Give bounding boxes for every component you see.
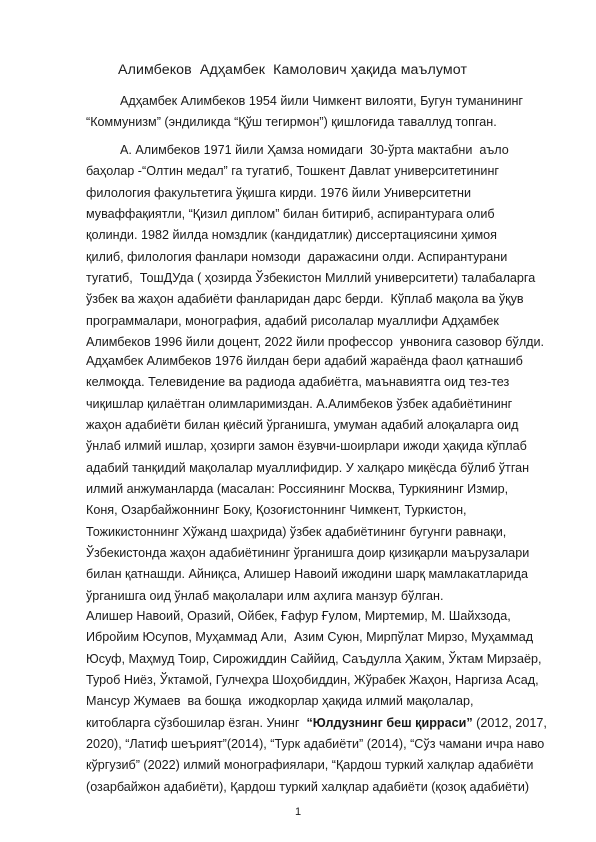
text-line: А. Алимбеков 1971 йили Ҳамза номидаги 30-ўрта мактабни аъло (120, 143, 509, 157)
text-line: чиқишлар қилаётган олимларимиздан. А.Алимбеков ўзбек адабиётининг (86, 396, 513, 411)
text-line: Туроб Ниёз, Ўктамой, Гулчеҳра Шоҳобиддин, Жўрабек Жаҳон, Наргиза Асад, (86, 673, 539, 688)
text-line: муваффақиятли, “Қизил диплом” билан битириб, аспирантурага олиб (86, 207, 495, 222)
text-line: Мансур Жумаев ва бошқа ижодкорлар ҳақида илмий мақолалар, (86, 694, 474, 709)
text-line: билан қатнашди. Айниқса, Алишер Навоий ижодини шарқ мамлакатларида (86, 567, 528, 582)
paragraph-activity (86, 351, 536, 607)
text-line: баҳолар -“Олтин медал” га тугатиб, Тошкент Давлат университетининг (86, 164, 500, 179)
paragraph-writers (86, 606, 547, 798)
text-line: келмоқда. Телевидение ва радиода адабиётга, маънавиятга оид тез-тез (86, 375, 510, 390)
text-line: Ўзбекистонда жаҳон адабиётининг ўрганишга доир қизиқарли маърузалари (86, 546, 530, 561)
text-line-mixed (86, 713, 547, 734)
text-line: Ибройим Юсупов, Муҳаммад Али, Азим Суюн, Мирпўлат Мирзо, Муҳаммад (86, 630, 534, 645)
text-line: қолинди. 1982 йилда номздлик (кандидатлик) диссертациясини ҳимоя (86, 228, 497, 243)
text-line: Юсуф, Маҳмуд Тоир, Сирожиддин Саййид, Саъдулла Ҳаким, Ўктам Мирзаёр, (86, 651, 542, 666)
text-segment: китобларга сўзбошилар ёзган. Унинг (86, 715, 307, 730)
text-line: жаҳон адабиёти билан қиёсий ўрганишга, умуман адабий алоқаларга оид (86, 418, 519, 433)
text-line: Адҳамбек Алимбеков 1954 йили Чимкент вилояти, Бугун туманининг (120, 94, 524, 108)
text-line: Тожикистоннинг Хўжанд шаҳрида) ўзбек адабиётининг бугунги равнақи, (86, 524, 507, 539)
text-line: тугатиб, ТошДУда ( ҳозирда Ўзбекистон Миллий университети) талабаларга (86, 271, 536, 286)
text-line: Адҳамбек Алимбеков 1976 йилдан бери адабий жараёнда фаол қатнашиб (86, 354, 523, 368)
text-line: филология факультетига ўқишга кирди. 1976 йили Университетни (86, 185, 472, 200)
text-line: кўргузиб” (2022) илмий монографиялари, “Қардош туркий халқлар адабиёти (86, 758, 534, 773)
text-line: 2020), “Латиф шеърият”(2014), “Турк адабиёти” (2014), “Сўз чамани ичра наво (86, 737, 545, 752)
paragraph-education (86, 140, 545, 353)
text-line: программалари, монография, адабий рисолалар муаллифи Адҳамбек (86, 313, 499, 328)
text-line: адабий танқидий мақолалар муаллифидир. У халқаро миқёсда бўлиб ўтган (86, 460, 530, 475)
paragraph-birth (86, 91, 536, 134)
text-line: ўзбек ва жаҳон адабиёти фанларидан дарс берди. Кўплаб мақола ва ўқув (86, 292, 524, 307)
text-line: Коня, Озарбайжоннинг Боку, Қозоғистоннинг Чимкент, Туркистон, (86, 503, 467, 518)
text-line: “Коммунизм” (эндиликда “Қўш тегирмон”) қишлоғида таваллуд топган. (86, 115, 497, 130)
book-title-bold: “Юлдузнинг беш қирраси” (306, 715, 473, 730)
text-line: (озарбайжон адабиёти), Қардош туркий халқлар адабиёти (қозоқ адабиёти) (86, 779, 530, 794)
text-segment: (2012, 2017, (472, 715, 547, 730)
text-line: илмий анжуманларда (масалан: Россиянинг Москва, Туркиянинг Измир, (86, 482, 509, 497)
text-line: Алишер Навоий, Оразий, Ойбек, Ғафур Ғулом, Миртемир, М. Шайхзода, (86, 609, 511, 623)
document-title: Алимбеков Адҳамбек Камолович ҳақида маълумот (118, 62, 468, 78)
text-line: қилиб, филология фанлари номзоди даражасини олди. Аспирантурани (86, 249, 508, 264)
text-line: Алимбеков 1996 йили доцент, 2022 йили профессор унвонига сазовор бўлди. (86, 335, 545, 350)
text-line: ўрганишга оид ўнлаб мақолалари илм аҳлига манзур бўлган. (86, 588, 444, 603)
page-number: 1 (294, 806, 302, 818)
text-line: ўнлаб илмий ишлар, ҳозирги замон ёзувчи-шоирлари ижоди ҳақида кўплаб (86, 439, 527, 454)
